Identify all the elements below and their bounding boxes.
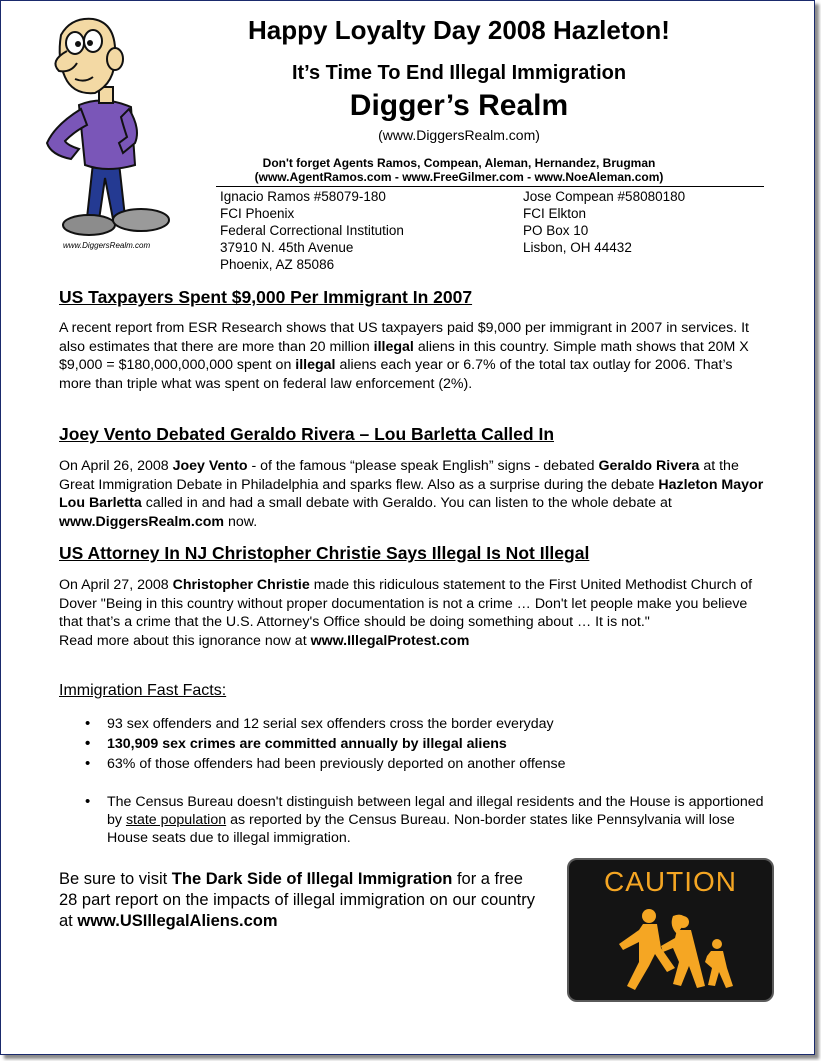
section-christie-body: On April 27, 2008 Christopher Christie made this ridiculous statement to the First United Methodist Church of Dover "Being in this country without proper documentation is not a crime … Don't let people make you believe that that’s a crime that the U.S. Attorney's Office should be doing something about … It is not." Read more about this ignorance now at www.IllegalProtest.com [59, 577, 753, 649]
header-divider [216, 186, 764, 187]
fast-facts-heading: Immigration Fast Facts: [59, 682, 227, 699]
fast-facts-list [59, 715, 771, 847]
running-family-icon [609, 906, 739, 994]
usillegalaliens-link[interactable]: www.USIllegalAliens.com [77, 912, 278, 930]
section-vento-body: On April 26, 2008 Joey Vento - of the famous “please speak English” signs - debated Geraldo Rivera at the Great Immigration Debate in Philadelphia and sparks flew. Also as a surprise during the debate Hazleton Mayor Lou Barletta called in and had a small debate with Geraldo. You can listen to the whole debate at www.DiggersRealm.com now. [59, 458, 764, 530]
illegalprotest-link[interactable]: www.IllegalProtest.com [310, 632, 470, 649]
caution-sign [567, 858, 774, 1002]
agents-line: Don't forget Agents Ramos, Compean, Aleman, Hernandez, Brugman [262, 156, 656, 170]
address-line: PO Box 10 [523, 223, 589, 238]
section-heading: US Taxpayers Spent $9,000 Per Immigrant In 2007 [59, 287, 473, 307]
address-line: Federal Correctional Institution [220, 223, 404, 238]
address-right [523, 188, 685, 256]
list-item: • The Census Bureau doesn't distinguish between legal and illegal residents and the House is apportioned by state population as reported by the Census Bureau. Non-border states like Pennsylvania will lose House seats due to illegal immigration. [59, 793, 771, 847]
address-left [220, 188, 404, 273]
logo-caption: www.DiggersRealm.com [63, 241, 151, 250]
address-line: Jose Compean #58080180 [523, 189, 686, 204]
address-line: FCI Elkton [523, 206, 587, 221]
section-heading: Joey Vento Debated Geraldo Rivera – Lou Barletta Called In [59, 424, 555, 444]
list-item: • 63% of those offenders had been previously deported on another offense [59, 755, 771, 773]
diggersrealm-link[interactable]: www.DiggersRealm.com [59, 513, 225, 530]
section-christie [59, 543, 589, 564]
page-subtitle: It’s Time To End Illegal Immigration [291, 62, 627, 84]
list-item: • 130,909 sex crimes are committed annually by illegal aliens [59, 735, 771, 753]
address-line: Ignacio Ramos #58079-180 [220, 189, 386, 204]
visit-promo: Be sure to visit The Dark Side of Illegal Immigration for a free 28 part report on the impacts of illegal immigration on our country at www.USIllegalAliens.com [59, 870, 535, 930]
address-line: 37910 N. 45th Avenue [220, 240, 354, 255]
section-taxpayers [59, 287, 472, 308]
page-title: Happy Loyalty Day 2008 Hazleton! [248, 15, 670, 45]
site-name: Digger’s Realm [349, 89, 569, 122]
state-population-link[interactable]: state population [125, 812, 227, 828]
address-line: Lisbon, OH 44432 [523, 240, 632, 255]
agents-sites[interactable]: (www.AgentRamos.com - www.FreeGilmer.com - www.NoeAleman.com) [254, 170, 664, 184]
address-line: FCI Phoenix [220, 206, 295, 221]
section-taxpayers-body: A recent report from ESR Research shows that US taxpayers paid $9,000 per immigrant in 2007 in services. It also estimates that there are more than 20 million illegal aliens in this country. Simple math shows that 20M X $9,000 = $180,000,000,000 spent on illegal aliens each year or 6.7% of the total tax outlay for 2006. That’s more than triple what was spent on federal law enforcement (2%). [59, 320, 749, 392]
caution-sign-text: CAUTION [604, 866, 737, 897]
cartoon-mascot-icon [31, 13, 181, 253]
address-line: Phoenix, AZ 85086 [220, 257, 335, 272]
agents-block [216, 156, 702, 184]
section-vento [59, 424, 554, 445]
list-item: • 93 sex offenders and 12 serial sex offenders cross the border everyday [59, 715, 771, 733]
section-heading: US Attorney In NJ Christopher Christie Says Illegal Is Not Illegal [59, 543, 590, 563]
site-url[interactable]: (www.DiggersRealm.com) [378, 127, 540, 143]
